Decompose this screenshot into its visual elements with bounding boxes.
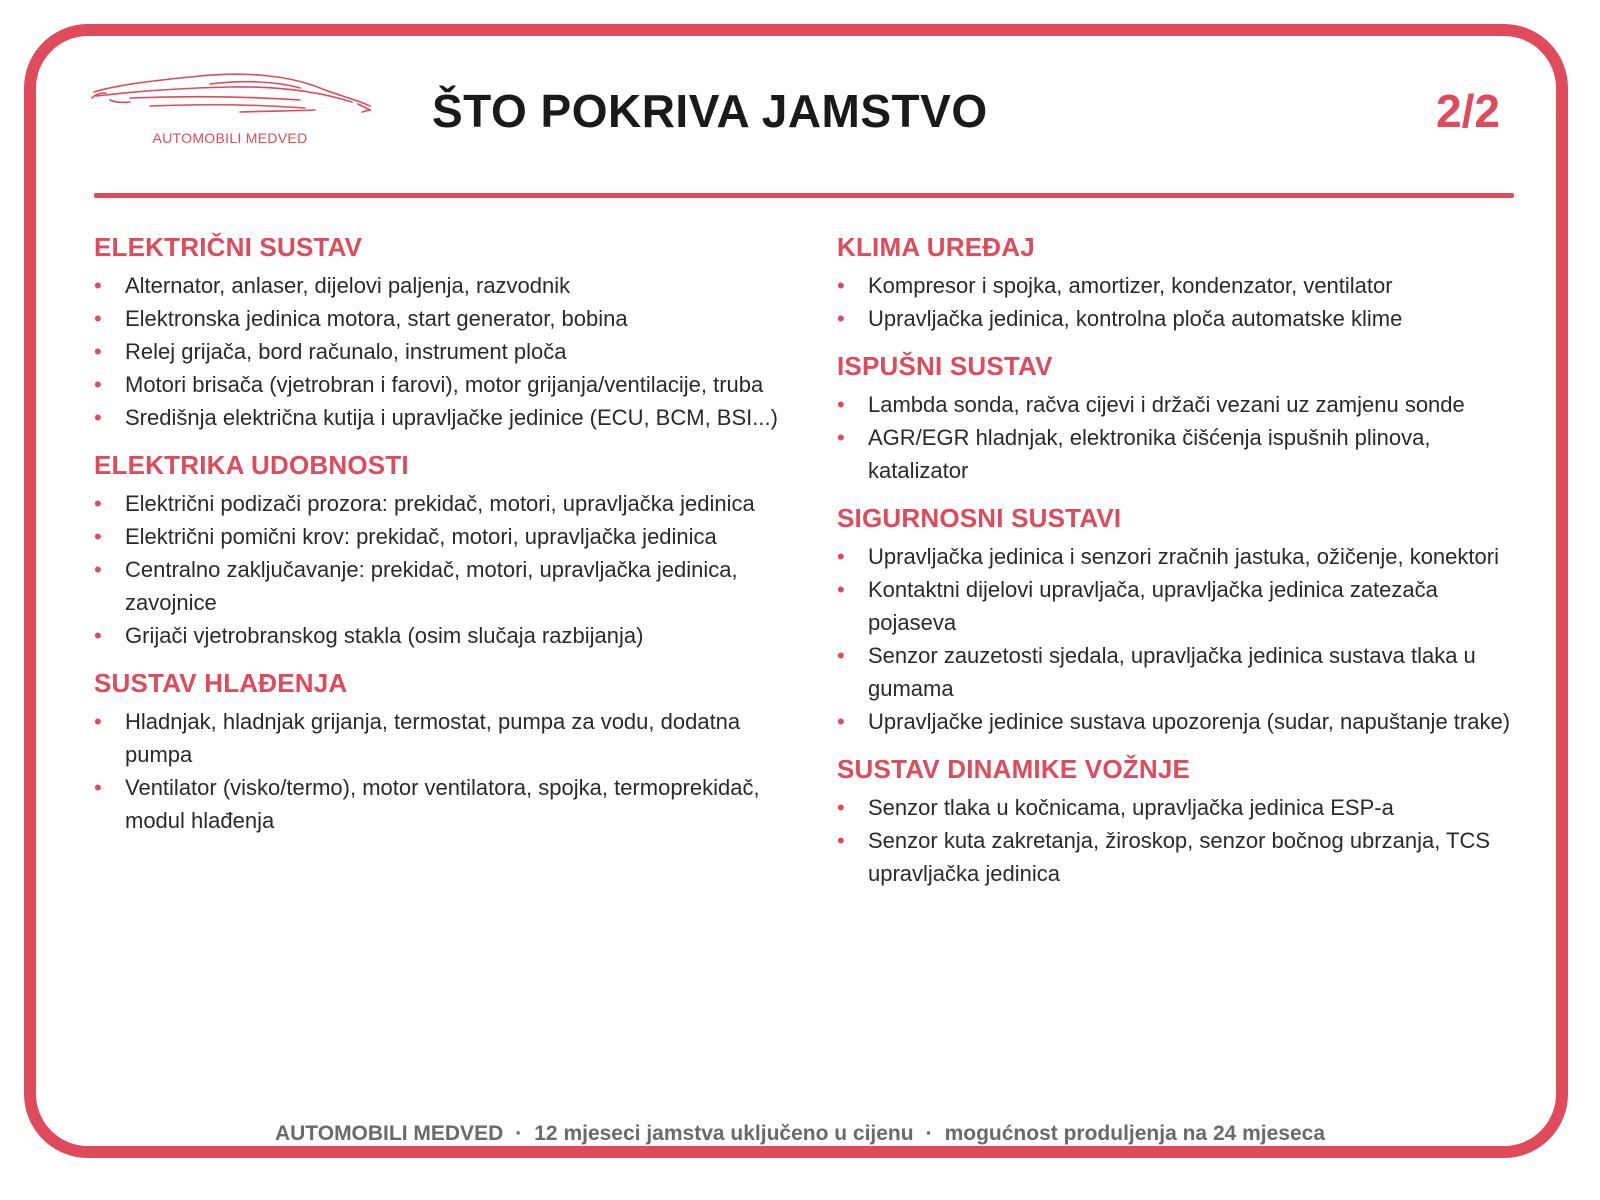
list-item-text: Kompresor i spojka, amortizer, kondenzator, ventilator	[868, 273, 1393, 298]
brand-logo	[90, 66, 380, 156]
bullet-icon: •	[94, 405, 102, 430]
bullet-icon: •	[94, 557, 102, 582]
item-list	[94, 269, 784, 434]
bullet-icon: •	[837, 828, 845, 853]
bullet-icon: •	[94, 339, 102, 364]
bullet-icon: •	[94, 524, 102, 549]
page-title: ŠTO POKRIVA JAMSTVO	[432, 85, 988, 137]
list-item	[837, 705, 1527, 738]
list-item	[837, 791, 1527, 824]
list-item	[94, 520, 784, 553]
list-item-text: Središnja električna kutija i upravljačke jedinice (ECU, BCM, BSI...)	[125, 405, 778, 430]
list-item-text: AGR/EGR hladnjak, elektronika čišćenja ispušnih plinova, katalizator	[868, 425, 1431, 483]
bullet-icon: •	[94, 273, 102, 298]
list-item	[94, 771, 784, 837]
bullet-icon: •	[837, 425, 845, 450]
section	[837, 503, 1527, 738]
section-heading: ELEKTRIČNI SUSTAV	[94, 232, 363, 262]
footer	[0, 1122, 1600, 1146]
page-number: 2/2	[1436, 85, 1500, 137]
list-item-text: Hladnjak, hladnjak grijanja, termostat, pumpa za vodu, dodatna pumpa	[125, 709, 741, 767]
list-item	[837, 302, 1527, 335]
bullet-icon: •	[94, 372, 102, 397]
item-list	[837, 269, 1527, 335]
list-item-text: Relej grijača, bord računalo, instrument ploča	[125, 339, 567, 364]
item-list	[837, 540, 1527, 738]
section	[837, 754, 1527, 890]
footer-brand: AUTOMOBILI MEDVED	[274, 1122, 504, 1145]
bullet-icon: •	[837, 392, 845, 417]
bullet-icon: •	[837, 795, 845, 820]
bullet-icon: •	[837, 643, 845, 668]
list-item	[837, 540, 1527, 573]
list-item-text: Grijači vjetrobranskog stakla (osim slučaja razbijanja)	[125, 623, 644, 648]
list-item-text: Centralno zaključavanje: prekidač, motori, upravljačka jedinica, zavojnice	[125, 557, 738, 615]
header-divider	[94, 193, 1514, 198]
footer-warranty: 12 mjeseci jamstva uključeno u cijenu	[534, 1122, 914, 1145]
bullet-icon: •	[94, 306, 102, 331]
list-item-text: Senzor tlaka u kočnicama, upravljačka jedinica ESP-a	[868, 795, 1394, 820]
section-heading: ELEKTRIKA UDOBNOSTI	[94, 450, 409, 480]
list-item	[837, 573, 1527, 639]
list-item-text: Kontaktni dijelovi upravljača, upravljačka jedinica zatezača pojaseva	[868, 577, 1438, 635]
bullet-icon: •	[837, 544, 845, 569]
list-item-text: Senzor kuta zakretanja, žiroskop, senzor bočnog ubrzanja, TCS upravljačka jedinica	[868, 828, 1491, 886]
list-item	[94, 705, 784, 771]
section	[837, 351, 1527, 487]
list-item-text: Električni podizači prozora: prekidač, motori, upravljačka jedinica	[125, 491, 755, 516]
list-item	[94, 619, 784, 652]
list-item	[94, 368, 784, 401]
list-item-text: Upravljačke jedinice sustava upozorenja (sudar, napuštanje trake)	[868, 709, 1511, 734]
list-item-text: Električni pomični krov: prekidač, motori, upravljačka jedinica	[125, 524, 717, 549]
logo-text: AUTOMOBILI MEDVED	[152, 130, 308, 146]
list-item	[837, 269, 1527, 302]
bullet-icon: •	[837, 306, 845, 331]
list-item	[837, 421, 1527, 487]
left-column	[94, 232, 784, 853]
list-item	[837, 824, 1527, 890]
bullet-icon: •	[94, 623, 102, 648]
list-item	[94, 487, 784, 520]
list-item-text: Upravljačka jedinica, kontrolna ploča automatske klime	[868, 306, 1403, 331]
list-item	[837, 388, 1527, 421]
item-list	[837, 791, 1527, 890]
list-item-text: Motori brisača (vjetrobran i farovi), motor grijanja/ventilacije, truba	[125, 372, 764, 397]
item-list	[94, 705, 784, 837]
bullet-icon: •	[837, 709, 845, 734]
list-item	[94, 401, 784, 434]
list-item-text: Lambda sonda, račva cijevi i držači vezani uz zamjenu sonde	[868, 392, 1465, 417]
list-item	[94, 335, 784, 368]
list-item	[94, 553, 784, 619]
bullet-icon: •	[837, 577, 845, 602]
section	[94, 450, 784, 652]
bullet-icon: •	[837, 273, 845, 298]
section	[94, 232, 784, 434]
section-heading: ISPUŠNI SUSTAV	[837, 351, 1053, 381]
section	[837, 232, 1527, 335]
list-item	[94, 302, 784, 335]
bullet-icon: •	[94, 491, 102, 516]
list-item-text: Senzor zauzetosti sjedala, upravljačka jedinica sustava tlaka u gumama	[868, 643, 1476, 701]
footer-separator: ·	[515, 1122, 523, 1145]
section	[94, 668, 784, 837]
footer-extension: mogućnost produljenja na 24 mjeseca	[944, 1122, 1326, 1145]
bullet-icon: •	[94, 775, 102, 800]
section-heading: SUSTAV DINAMIKE VOŽNJE	[837, 754, 1191, 784]
section-heading: SIGURNOSNI SUSTAVI	[837, 503, 1122, 533]
item-list	[837, 388, 1527, 487]
list-item-text: Alternator, anlaser, dijelovi paljenja, razvodnik	[125, 273, 571, 298]
section-heading: KLIMA UREĐAJ	[837, 232, 1035, 262]
list-item	[94, 269, 784, 302]
item-list	[94, 487, 784, 652]
footer-separator: ·	[925, 1122, 933, 1145]
car-silhouette-icon	[90, 66, 380, 136]
bullet-icon: •	[94, 709, 102, 734]
right-column	[837, 232, 1527, 906]
section-heading: SUSTAV HLAĐENJA	[94, 668, 348, 698]
list-item-text: Elektronska jedinica motora, start generator, bobina	[125, 306, 628, 331]
list-item-text: Upravljačka jedinica i senzori zračnih jastuka, ožičenje, konektori	[868, 544, 1499, 569]
list-item-text: Ventilator (visko/termo), motor ventilatora, spojka, termoprekidač, modul hlađenja	[125, 775, 760, 833]
list-item	[837, 639, 1527, 705]
